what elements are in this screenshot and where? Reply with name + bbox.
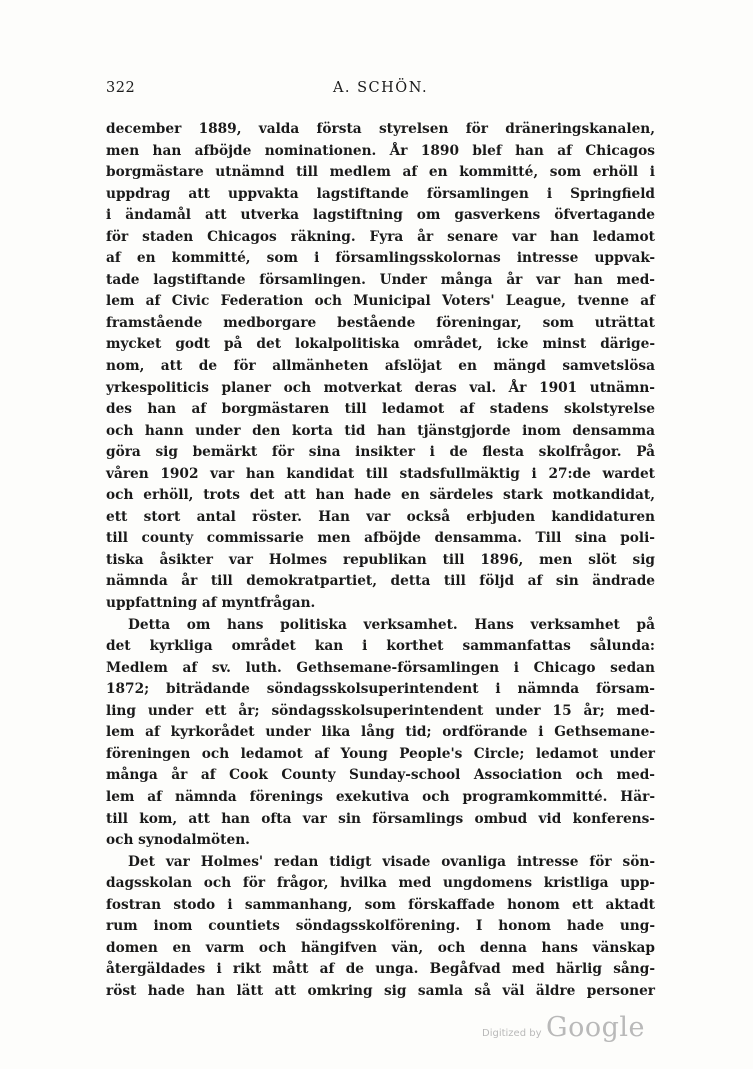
text-line: rum inom countiets söndagsskolförening. I honom hade ung- xyxy=(106,918,655,935)
text-line: tiska åsikter var Holmes republikan till 1896, men slöt sig xyxy=(106,551,655,568)
paragraph-start-line: Detta om hans politiska verksamhet. Hans verksamhet på xyxy=(128,616,655,633)
text-line: röst hade han lätt att omkring sig samla så väl äldre personer xyxy=(106,982,655,999)
text-line: till county commissarie men afböjde densamma. Till sina poli- xyxy=(106,530,655,547)
digitization-watermark xyxy=(482,1012,652,1048)
text-line: det kyrkliga området kan i korthet sammanfattas sålunda: xyxy=(106,638,655,655)
text-line: ling under ett år; söndagsskolsuperintendent under 15 år; med- xyxy=(106,702,655,719)
text-line: nom, att de för allmänheten afslöjat en mängd samvetslösa xyxy=(106,358,655,375)
running-head: A. SCHÖN. xyxy=(332,80,429,96)
paragraph-end-line: uppfattning af myntfrågan. xyxy=(106,595,316,612)
text-line: borgmästare utnämnd till medlem af en kommitté, som erhöll i xyxy=(106,164,655,181)
text-line: framstående medborgare bestående föreningar, som uträttat xyxy=(106,314,655,331)
text-line: nämnda år till demokratpartiet, detta till följd af sin ändrade xyxy=(106,573,655,590)
text-line: göra sig bemärkt för sina insikter i de flesta skolfrågor. På xyxy=(106,444,655,461)
text-line: domen en varm och hängifven vän, och denna hans vänskap xyxy=(106,939,655,956)
text-line: till kom, att han ofta var sin församlings ombud vid konferens- xyxy=(106,810,655,827)
page-number: 322 xyxy=(106,80,136,96)
text-line: i ändamål att utverka lagstiftning om gasverkens öfvertagande xyxy=(106,207,655,224)
text-line: dagsskolan och för frågor, hvilka med ungdomens kristliga upp- xyxy=(106,875,655,892)
text-line: föreningen och ledamot af Young People's Circle; ledamot under xyxy=(106,745,655,762)
paragraph-end-line: och synodalmöten. xyxy=(106,832,250,849)
text-line: lem af Civic Federation och Municipal Voters' League, tvenne af xyxy=(106,293,655,310)
text-line: af en kommitté, som i församlingsskolornas intresse uppvak- xyxy=(106,250,655,267)
text-line: och erhöll, trots det att han hade en särdeles stark motkandidat, xyxy=(106,487,655,504)
text-line: och hann under den korta tid han tjänstgjorde inom densamma xyxy=(106,422,655,439)
text-line: december 1889, valda första styrelsen för dräneringskanalen, xyxy=(106,121,655,137)
text-line: uppdrag att uppvakta lagstiftande församlingen i Springfield xyxy=(106,185,655,202)
text-line: tade lagstiftande församlingen. Under många år var han med- xyxy=(106,271,655,288)
text-line: lem af nämnda förenings exekutiva och programkommitté. Här- xyxy=(106,788,655,805)
text-line: fostran stodo i sammanhang, som förskaffade honom ett aktadt xyxy=(106,896,655,913)
text-line: ett stort antal röster. Han var också erbjuden kandidaturen xyxy=(106,508,655,525)
text-line: många år af Cook County Sunday-school Association och med- xyxy=(106,767,655,784)
text-line: 1872; biträdande söndagsskolsuperintendent i nämnda försam- xyxy=(106,681,655,698)
text-line: Medlem af sv. luth. Gethsemane-församlingen i Chicago sedan xyxy=(106,659,655,676)
text-line: men han afböjde nominationen. År 1890 blef han af Chicagos xyxy=(106,142,655,159)
body-text xyxy=(106,119,655,1002)
text-line: lem af kyrkorådet under lika lång tid; ordförande i Gethsemane- xyxy=(106,724,655,741)
text-line: för staden Chicagos räkning. Fyra år senare var han ledamot xyxy=(106,228,655,245)
text-line: återgäldades i rikt mått af de unga. Begåfvad med härlig sång- xyxy=(106,961,655,978)
text-line: mycket godt på det lokalpolitiska området, icke minst därige- xyxy=(106,336,655,353)
text-line: des han af borgmästaren till ledamot af stadens skolstyrelse xyxy=(106,401,655,418)
watermark-brand: Google xyxy=(546,1012,645,1043)
text-line: yrkespoliticis planer och motverkat deras val. År 1901 utnämn- xyxy=(106,379,655,396)
text-line: våren 1902 var han kandidat till stadsfullmäktig i 27:de wardet xyxy=(106,465,655,482)
watermark-prefix: Digitized by xyxy=(482,1028,542,1039)
paragraph-start-line: Det var Holmes' redan tidigt visade ovanliga intresse för sön- xyxy=(128,853,655,870)
page-header xyxy=(106,80,655,104)
